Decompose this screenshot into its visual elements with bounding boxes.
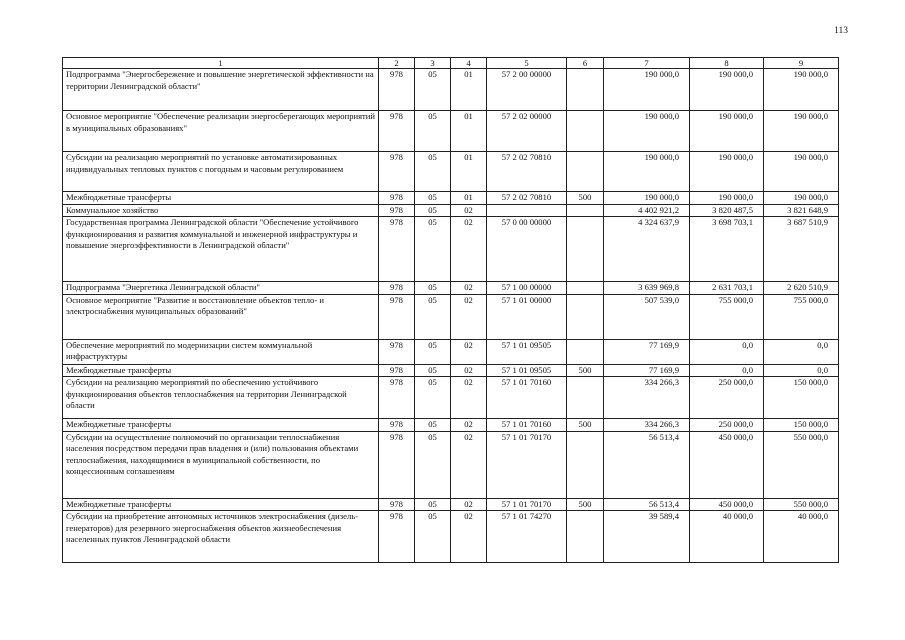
cell-code-4: 02 <box>451 431 487 498</box>
cell-code-5: 57 1 01 00000 <box>487 294 567 339</box>
cell-code-2: 978 <box>379 419 415 432</box>
cell-amount-7: 56 513,4 <box>604 431 690 498</box>
column-header: 1 <box>63 58 379 69</box>
cell-amount-8: 0,0 <box>690 364 764 377</box>
cell-code-5: 57 2 00 00000 <box>487 69 567 111</box>
cell-code-5: 57 1 01 70160 <box>487 419 567 432</box>
cell-amount-9: 3 821 648,9 <box>764 204 839 217</box>
cell-amount-9: 3 687 510,9 <box>764 217 839 282</box>
cell-code-2: 978 <box>379 282 415 295</box>
cell-amount-8: 450 000,0 <box>690 498 764 511</box>
cell-code-3: 05 <box>415 511 451 563</box>
cell-code-3: 05 <box>415 364 451 377</box>
cell-code-4: 02 <box>451 419 487 432</box>
cell-code-5: 57 1 00 00000 <box>487 282 567 295</box>
cell-code-4: 02 <box>451 364 487 377</box>
table-row <box>63 364 839 377</box>
cell-code-4: 02 <box>451 282 487 295</box>
cell-code-4: 02 <box>451 498 487 511</box>
cell-code-5: 57 2 02 70810 <box>487 152 567 192</box>
cell-amount-8: 250 000,0 <box>690 419 764 432</box>
cell-amount-7: 190 000,0 <box>604 111 690 152</box>
cell-code-6 <box>567 377 604 419</box>
row-name: Подпрограмма "Энергетика Ленинградской области" <box>63 282 379 295</box>
cell-code-4: 02 <box>451 339 487 364</box>
cell-amount-8: 2 631 703,1 <box>690 282 764 295</box>
cell-code-5: 57 0 00 00000 <box>487 217 567 282</box>
cell-amount-7: 190 000,0 <box>604 69 690 111</box>
row-name: Межбюджетные трансферты <box>63 498 379 511</box>
cell-code-6: 500 <box>567 419 604 432</box>
cell-amount-7: 77 169,9 <box>604 339 690 364</box>
table-row <box>63 511 839 563</box>
row-name: Подпрограмма "Энергосбережение и повышение энергетической эффективности на территории Ленинградской области" <box>63 69 379 111</box>
cell-code-3: 05 <box>415 217 451 282</box>
row-name: Государственная программа Ленинградской области "Обеспечение устойчивого функционирования и развития коммунальной и инженерной инфраструктуры и повышение энергоэффективности в Ленинградской области" <box>63 217 379 282</box>
cell-amount-9: 40 000,0 <box>764 511 839 563</box>
cell-code-5: 57 1 01 70170 <box>487 498 567 511</box>
row-name: Межбюджетные трансферты <box>63 192 379 205</box>
table-row <box>63 377 839 419</box>
cell-amount-9: 0,0 <box>764 364 839 377</box>
cell-amount-7: 4 402 921,2 <box>604 204 690 217</box>
cell-code-2: 978 <box>379 511 415 563</box>
cell-amount-8: 250 000,0 <box>690 377 764 419</box>
cell-code-5: 57 1 01 09505 <box>487 339 567 364</box>
cell-amount-7: 334 266,3 <box>604 377 690 419</box>
row-name: Коммунальное хозяйство <box>63 204 379 217</box>
column-header: 4 <box>451 58 487 69</box>
cell-code-2: 978 <box>379 431 415 498</box>
cell-amount-9: 0,0 <box>764 339 839 364</box>
cell-amount-7: 334 266,3 <box>604 419 690 432</box>
cell-code-3: 05 <box>415 282 451 295</box>
table-row <box>63 204 839 217</box>
cell-amount-7: 39 589,4 <box>604 511 690 563</box>
cell-code-2: 978 <box>379 217 415 282</box>
cell-amount-7: 77 169,9 <box>604 364 690 377</box>
cell-code-2: 978 <box>379 69 415 111</box>
cell-code-2: 978 <box>379 377 415 419</box>
cell-code-2: 978 <box>379 192 415 205</box>
cell-code-3: 05 <box>415 377 451 419</box>
cell-code-3: 05 <box>415 192 451 205</box>
cell-code-6 <box>567 111 604 152</box>
cell-code-6 <box>567 339 604 364</box>
table-header-row <box>63 58 839 69</box>
cell-code-2: 978 <box>379 339 415 364</box>
column-header: 5 <box>487 58 567 69</box>
cell-code-2: 978 <box>379 498 415 511</box>
table-row <box>63 294 839 339</box>
budget-table <box>62 57 839 563</box>
column-header: 7 <box>604 58 690 69</box>
cell-amount-8: 0,0 <box>690 339 764 364</box>
cell-amount-8: 40 000,0 <box>690 511 764 563</box>
cell-amount-9: 190 000,0 <box>764 69 839 111</box>
row-name: Обеспечение мероприятий по модернизации систем коммунальной инфраструктуры <box>63 339 379 364</box>
cell-code-5 <box>487 204 567 217</box>
cell-amount-8: 190 000,0 <box>690 69 764 111</box>
cell-code-2: 978 <box>379 204 415 217</box>
cell-amount-8: 3 698 703,1 <box>690 217 764 282</box>
table-row <box>63 419 839 432</box>
cell-amount-8: 190 000,0 <box>690 152 764 192</box>
cell-amount-8: 190 000,0 <box>690 192 764 205</box>
cell-code-6 <box>567 282 604 295</box>
cell-amount-9: 190 000,0 <box>764 192 839 205</box>
cell-amount-8: 190 000,0 <box>690 111 764 152</box>
cell-code-6 <box>567 431 604 498</box>
cell-code-4: 01 <box>451 69 487 111</box>
cell-code-3: 05 <box>415 294 451 339</box>
cell-code-2: 978 <box>379 364 415 377</box>
cell-amount-8: 450 000,0 <box>690 431 764 498</box>
cell-code-6: 500 <box>567 192 604 205</box>
cell-amount-7: 190 000,0 <box>604 192 690 205</box>
cell-code-3: 05 <box>415 419 451 432</box>
cell-amount-9: 2 620 510,9 <box>764 282 839 295</box>
cell-amount-7: 4 324 637,9 <box>604 217 690 282</box>
column-header: 8 <box>690 58 764 69</box>
cell-amount-9: 190 000,0 <box>764 111 839 152</box>
cell-amount-9: 550 000,0 <box>764 431 839 498</box>
table-row <box>63 217 839 282</box>
cell-code-3: 05 <box>415 204 451 217</box>
cell-amount-7: 3 639 969,8 <box>604 282 690 295</box>
cell-amount-9: 550 000,0 <box>764 498 839 511</box>
cell-amount-9: 150 000,0 <box>764 419 839 432</box>
cell-code-3: 05 <box>415 152 451 192</box>
cell-code-6 <box>567 217 604 282</box>
cell-amount-7: 507 539,0 <box>604 294 690 339</box>
cell-code-4: 01 <box>451 152 487 192</box>
row-name: Основное мероприятие "Развитие и восстановление объектов тепло- и электроснабжения муниципальных образований" <box>63 294 379 339</box>
table-row <box>63 111 839 152</box>
column-header: 3 <box>415 58 451 69</box>
cell-code-3: 05 <box>415 498 451 511</box>
cell-code-3: 05 <box>415 339 451 364</box>
row-name: Субсидии на приобретение автономных источников электроснабжения (дизель-генераторов) для резервного энергоснабжения объектов жизнеобеспечения населенных пунктов Ленинградской области <box>63 511 379 563</box>
column-header: 2 <box>379 58 415 69</box>
cell-code-6 <box>567 152 604 192</box>
cell-code-6 <box>567 69 604 111</box>
page-number: 113 <box>834 26 848 36</box>
column-header: 9 <box>764 58 839 69</box>
row-name: Субсидии на реализацию мероприятий по установке автоматизированных индивидуальных тепловых пунктов с погодным и часовым регулированием <box>63 152 379 192</box>
cell-code-2: 978 <box>379 152 415 192</box>
column-header: 6 <box>567 58 604 69</box>
cell-code-4: 02 <box>451 294 487 339</box>
cell-code-4: 02 <box>451 217 487 282</box>
cell-code-4: 02 <box>451 377 487 419</box>
cell-code-2: 978 <box>379 111 415 152</box>
row-name: Субсидии на реализацию мероприятий по обеспечению устойчивого функционирования объектов теплоснабжения на территории Ленинградской области <box>63 377 379 419</box>
table-row <box>63 498 839 511</box>
cell-amount-8: 755 000,0 <box>690 294 764 339</box>
cell-code-2: 978 <box>379 294 415 339</box>
cell-amount-8: 3 820 487,5 <box>690 204 764 217</box>
table-row <box>63 192 839 205</box>
cell-code-5: 57 1 01 70160 <box>487 377 567 419</box>
cell-code-5: 57 1 01 74270 <box>487 511 567 563</box>
cell-code-4: 01 <box>451 192 487 205</box>
cell-code-5: 57 2 02 00000 <box>487 111 567 152</box>
row-name: Основное мероприятие "Обеспечение реализации энергосберегающих мероприятий в муниципальных образованиях" <box>63 111 379 152</box>
cell-code-6: 500 <box>567 364 604 377</box>
table-row <box>63 339 839 364</box>
cell-code-4: 01 <box>451 111 487 152</box>
cell-code-4: 02 <box>451 204 487 217</box>
cell-code-6 <box>567 294 604 339</box>
cell-code-3: 05 <box>415 69 451 111</box>
cell-amount-9: 190 000,0 <box>764 152 839 192</box>
cell-code-5: 57 1 01 09505 <box>487 364 567 377</box>
cell-code-3: 05 <box>415 431 451 498</box>
table-row <box>63 282 839 295</box>
table-row <box>63 69 839 111</box>
cell-code-6: 500 <box>567 498 604 511</box>
cell-amount-7: 190 000,0 <box>604 152 690 192</box>
cell-code-4: 02 <box>451 511 487 563</box>
row-name: Межбюджетные трансферты <box>63 419 379 432</box>
table-row <box>63 152 839 192</box>
cell-code-5: 57 1 01 70170 <box>487 431 567 498</box>
cell-code-6 <box>567 511 604 563</box>
cell-code-6 <box>567 204 604 217</box>
row-name: Субсидии на осуществление полномочий по организации теплоснабжения населения посредством передачи прав владения и (или) пользования объектами теплоснабжения, находящимися в муниципальной собственности, по концессионным соглашениям <box>63 431 379 498</box>
cell-amount-9: 150 000,0 <box>764 377 839 419</box>
row-name: Межбюджетные трансферты <box>63 364 379 377</box>
cell-amount-7: 56 513,4 <box>604 498 690 511</box>
cell-amount-9: 755 000,0 <box>764 294 839 339</box>
cell-code-5: 57 2 02 70810 <box>487 192 567 205</box>
table-row <box>63 431 839 498</box>
cell-code-3: 05 <box>415 111 451 152</box>
